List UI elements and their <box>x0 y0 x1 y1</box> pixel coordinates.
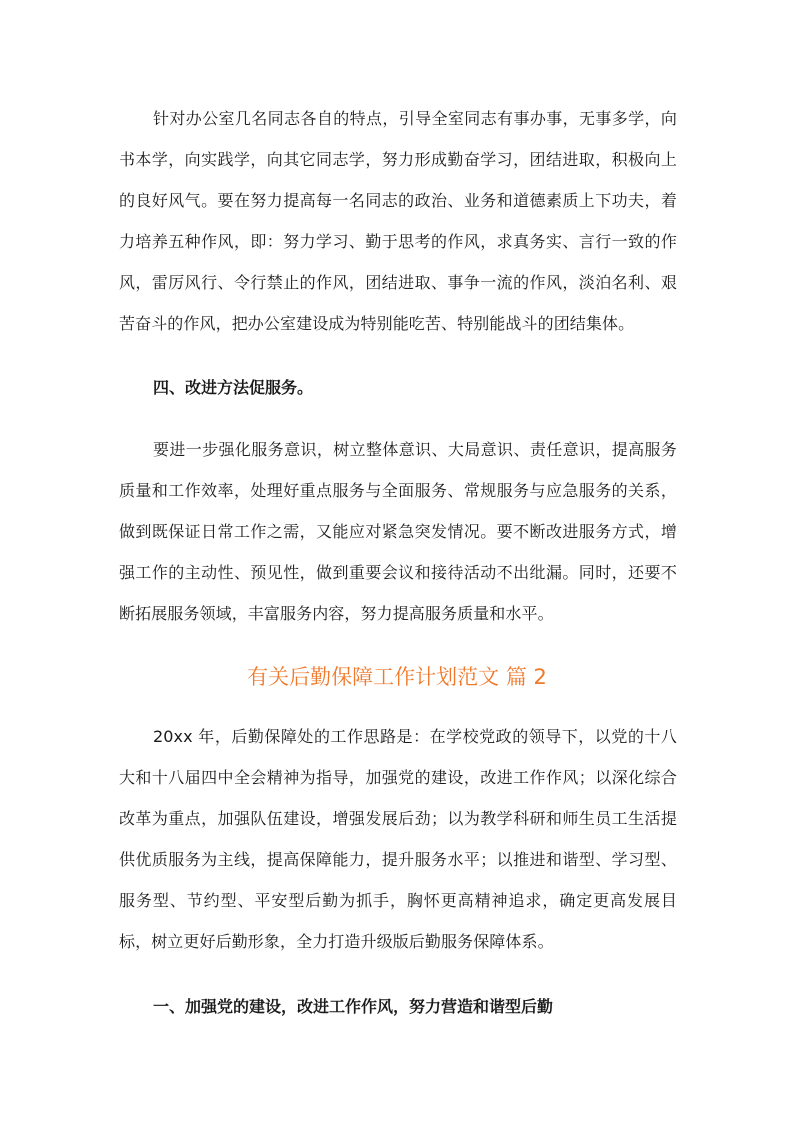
heading-improve-methods: 四、改进方法促服务。 <box>153 378 314 397</box>
section-title-article-2: 有关后勤保障工作计划范文 篇 2 <box>247 665 547 689</box>
paragraph-work-plan: 20xx 年，后勤保障处的工作思路是：在学校党政的领导下，以党的十八大和十八届四中全会精神为指导，加强党的建设，改进工作作风；以深化综合改革为重点，加强队伍建设，增强发展后劲；以为教学科研和师生员工生活提供优质服务为主线，提高保障能力，提升服务水平；以推进和谐型、学习型、服务型、节约型、平安型后勤为抓手，胸怀更高精神追求，确定更高发展目标，树立更好后勤形象，全力打造升级版后勤服务保障体系。 <box>119 727 677 951</box>
paragraph-service-awareness: 要进一步强化服务意识，树立整体意识、大局意识、责任意识，提高服务质量和工作效率，处理好重点服务与全面服务、常规服务与应急服务的关系，做到既保证日常工作之需，又能应对紧急突发情况。要不断改进服务方式，增强工作的主动性、预见性，做到重要会议和接待活动不出纰漏。同时，还要不断拓展服务领域，丰富服务内容，努力提高服务质量和水平。 <box>119 440 677 623</box>
paragraph-office-style: 针对办公室几名同志各自的特点，引导全室同志有事办事，无事多学，向书本学，向实践学，向其它同志学，努力形成勤奋学习，团结进取，积极向上的良好风气。要在努力提高每一名同志的政治、业务和道德素质上下功夫，着力培养五种作风，即：努力学习、勤于思考的作风，求真务实、言行一致的作风，雷厉风行、令行禁止的作风，团结进取、事争一流的作风，淡泊名利、艰苦奋斗的作风，把办公室建设成为特别能吃苦、特别能战斗的团结集体。 <box>119 109 677 333</box>
heading-party-building: 一、加强党的建设，改进工作作风，努力营造和谐型后勤 <box>153 997 554 1016</box>
